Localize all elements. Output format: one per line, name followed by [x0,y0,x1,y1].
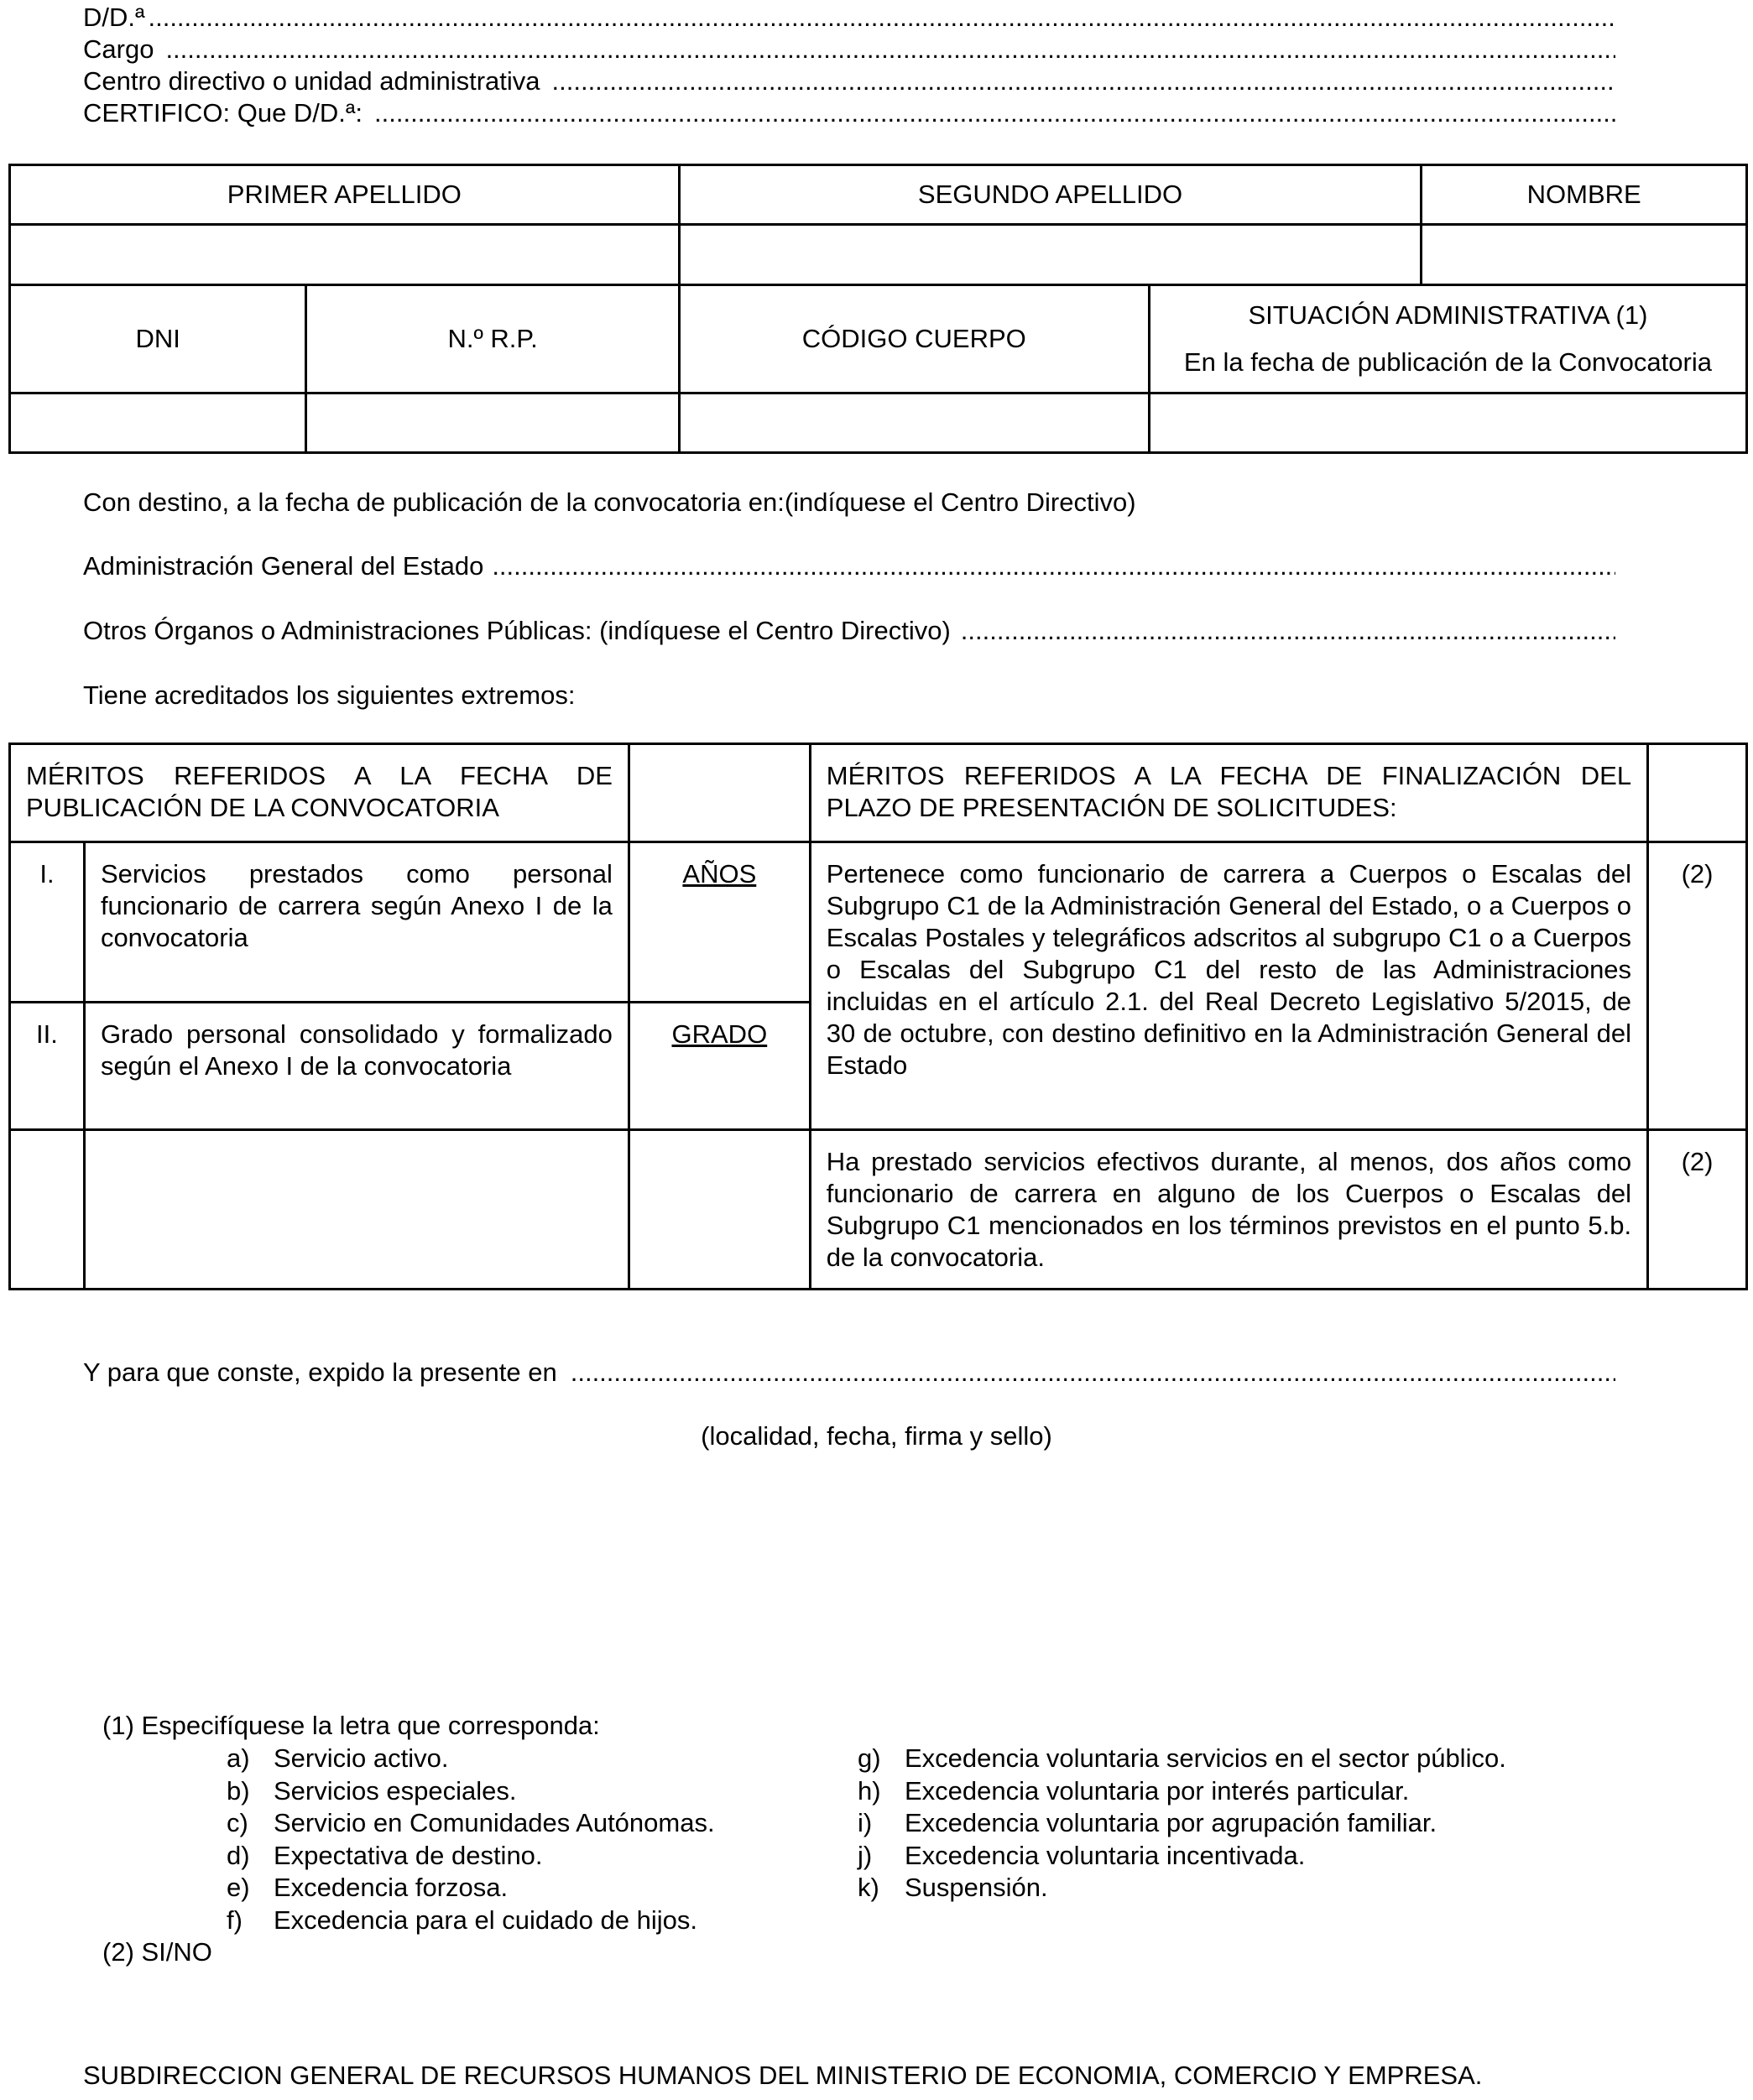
list-item: j) Excedencia voluntaria incentivada. [858,1840,1306,1870]
row-number: II. [10,1003,85,1130]
meritos-header-right: MÉRITOS REFERIDOS A LA FECHA DE FINALIZACIÓN DEL PLAZO DE PRESENTACIÓN DE SOLICITUDES: [810,744,1647,842]
row1-unit[interactable] [629,842,810,1003]
empty-cell[interactable] [629,1130,810,1290]
header-line-centro [83,65,1615,97]
meritos-table [8,743,1748,1290]
empty-cell [84,1130,629,1290]
destino-intro: Con destino, a la fecha de publicación de la convocatoria en:(indíquese el Centro Directivo) [83,487,1136,517]
input-codigo-cuerpo[interactable] [679,393,1149,453]
situacion-subtitle: En la fecha de publicación de la Convocatoria [1183,347,1712,377]
row-number: I. [10,842,85,1003]
fill-dots[interactable] [148,2,1615,34]
input-primer-apellido[interactable] [10,225,680,285]
fill-dots[interactable] [492,550,1615,582]
identity-table [8,164,1748,454]
destino-age-label: Administración General del Estado [83,551,484,581]
extremos-label: Tiene acreditados los siguientes extremos: [83,680,576,710]
list-item: k) Suspensión. [858,1873,1048,1902]
list-item: f) Excedencia para el cuidado de hijos. [227,1905,697,1935]
list-item: d) Expectativa de destino. [227,1840,543,1870]
header-label: D/D.ª [83,3,145,32]
destino-otros-label: Otros Órganos o Administraciones Públicas: (indíquese el Centro Directivo) [83,616,951,645]
input-segundo-apellido[interactable] [679,225,1422,285]
unit-label: GRADO [671,1019,768,1049]
header-label: CERTIFICO: Que D/D.ª: [83,98,363,128]
header-situacion [1149,285,1746,393]
fill-dots[interactable] [552,65,1616,97]
list-item: e) Excedencia forzosa. [227,1873,509,1902]
right1-text: Pertenece como funcionario de carrera a Cuerpos o Escalas del Subgrupo C1 de la Administración General del Estado, o a Cuerpos o Escalas Postales y telegráficos adscritos al subgrupo C1 o a Cuerpos o Escalas del Subgrupo C1 del resto de las Administraciones incluidas en el artículo 2.1. del Real Decreto Legislativo 5/2015, de 30 de octubre, con destino definitivo en la Administración General del Estado [810,842,1647,1130]
note1-title: (1) Especifíquese la letra que corresponda: [102,1711,600,1740]
header-label: Cargo [83,34,154,64]
header-dni: DNI [10,285,306,393]
unit-label: AÑOS [682,859,757,888]
list-item: i) Excedencia voluntaria por agrupación familiar. [858,1808,1437,1837]
right2-note: (2) [1648,1130,1747,1290]
fill-dots[interactable] [961,615,1615,647]
localidad-caption: (localidad, fecha, firma y sello) [701,1421,1052,1451]
situacion-title: SITUACIÓN ADMINISTRATIVA (1) [1248,300,1648,330]
list-item: h) Excedencia voluntaria por interés particular. [858,1775,1410,1806]
header-segundo-apellido: SEGUNDO APELLIDO [679,165,1422,225]
expido-label: Y para que conste, expido la presente en [83,1357,557,1387]
meritos-header-left: MÉRITOS REFERIDOS A LA FECHA DE PUBLICACIÓN DE LA CONVOCATORIA [10,744,629,842]
destino-age-line [83,550,1615,582]
header-codigo-cuerpo: CÓDIGO CUERPO [679,285,1149,393]
expido-line [83,1357,1615,1389]
header-nombre: NOMBRE [1422,165,1747,225]
fill-dots[interactable] [571,1357,1615,1389]
header-line-certifico [83,97,1615,129]
fill-dots[interactable] [374,97,1615,129]
meritos-header-note [1648,744,1747,842]
row2-unit[interactable] [629,1003,810,1130]
header-line-dd [83,2,1615,34]
input-situacion[interactable] [1149,393,1746,453]
header-label: Centro directivo o unidad administrativa [83,66,540,96]
input-nrp[interactable] [306,393,679,453]
row2-text: Grado personal consolidado y formalizado según el Anexo I de la convocatoria [84,1003,629,1130]
list-item: b) Servicios especiales. [227,1775,517,1806]
list-item: c) Servicio en Comunidades Autónomas. [227,1808,715,1837]
right2-text: Ha prestado servicios efectivos durante, al menos, dos años como funcionario de carrera en alguno de los Cuerpos o Escalas del Subgrupo C1 mencionados en los términos previstos en el punto 5.b. de la convocatoria. [810,1130,1647,1290]
empty-cell [10,1130,85,1290]
header-line-cargo [83,34,1615,65]
note2: (2) SI/NO [102,1937,212,1967]
input-dni[interactable] [10,393,306,453]
header-nrp: N.º R.P. [306,285,679,393]
meritos-header-unit [629,744,810,842]
destino-otros-line [83,615,1615,647]
header-primer-apellido: PRIMER APELLIDO [10,165,680,225]
right1-note: (2) [1648,842,1747,1130]
list-item: a) Servicio activo. [227,1743,449,1773]
row1-text: Servicios prestados como personal funcionario de carrera según Anexo I de la convocatoria [84,842,629,1003]
list-item: g) Excedencia voluntaria servicios en el sector público. [858,1743,1506,1773]
footer-text: SUBDIRECCION GENERAL DE RECURSOS HUMANOS DEL MINISTERIO DE ECONOMIA, COMERCIO Y EMPRESA. [83,2061,1483,2090]
input-nombre[interactable] [1422,225,1747,285]
fill-dots[interactable] [165,34,1615,65]
